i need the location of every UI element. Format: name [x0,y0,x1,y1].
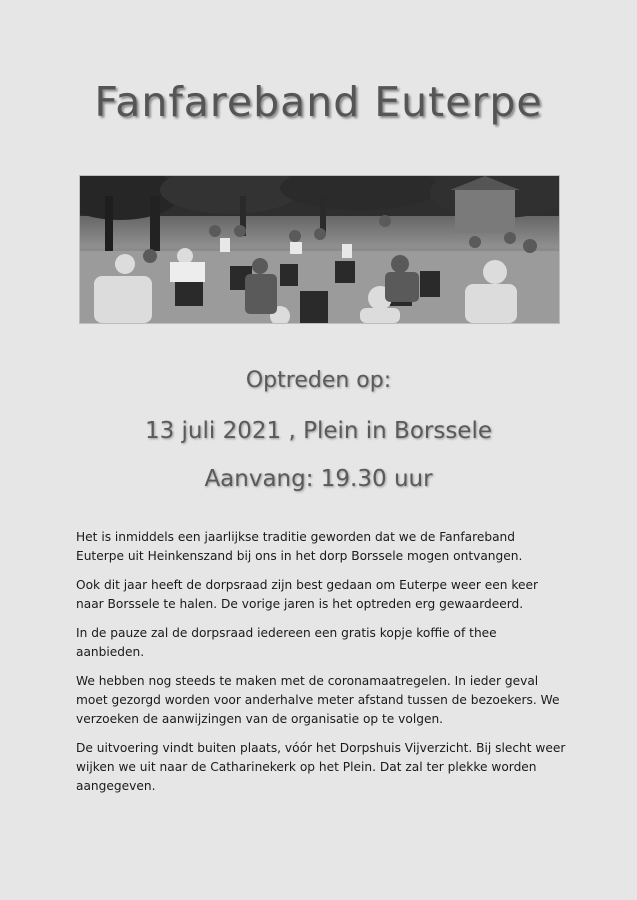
paragraph: We hebben nog steeds te maken met de coronamaatregelen. In ieder geval moet gezorgd worden voor anderhalve meter afstand tussen de bezoekers. We verzoeken de aanwijzingen van de organisatie op te volgen. [76,674,560,726]
event-start-time: Aanvang: 19.30 uur [204,466,433,492]
event-heading: Optreden op: [245,368,392,393]
band-photo-graphic [80,176,559,323]
paragraph: Ook dit jaar heeft de dorpsraad zijn best gedaan om Euterpe weer een keer naar Borssele te halen. De vorige jaren is het optreden erg gewaardeerd. [76,578,538,611]
page-title: Fanfareband Euterpe [94,78,543,126]
event-date-location: 13 juli 2021 , Plein in Borssele [144,418,493,444]
paragraph: Het is inmiddels een jaarlijkse traditie geworden dat we de Fanfareband Euterpe uit Heinkenszand bij ons in het dorp Borssele mogen ontvangen. [76,530,523,563]
band-photo [79,175,560,324]
paragraph: De uitvoering vindt buiten plaats, vóór het Dorpshuis Vijverzicht. Bij slecht weer wijken we uit naar de Catharinekerk op het Plein. Dat zal ter plekke worden aangegeven. [76,741,566,793]
body-text [76,528,566,806]
paragraph: In de pauze zal de dorpsraad iedereen een gratis kopje koffie of thee aanbieden. [76,626,497,659]
